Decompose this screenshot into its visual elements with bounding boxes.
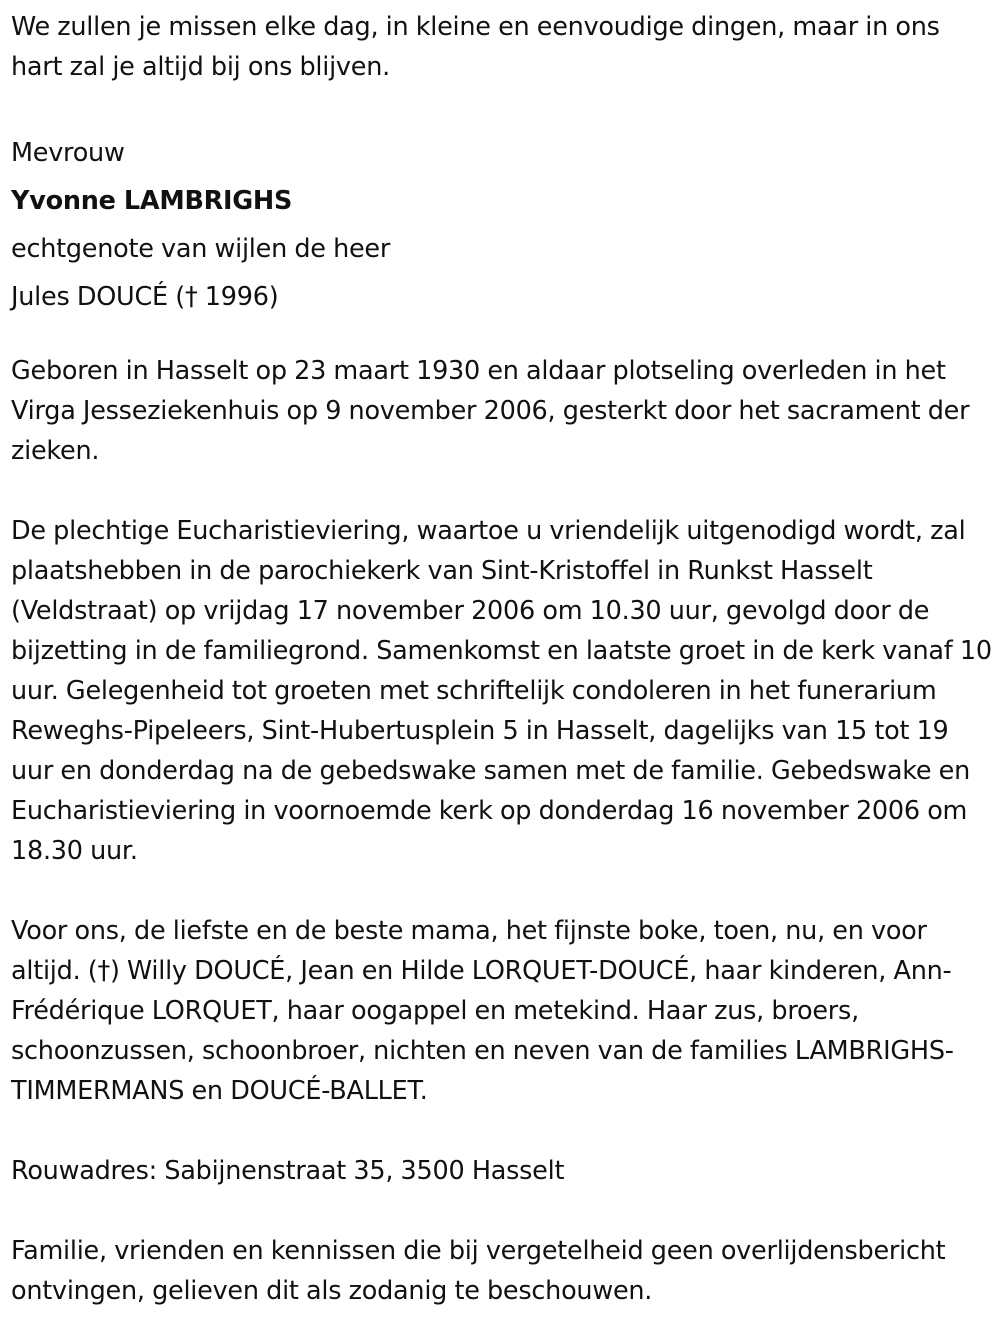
spacer xyxy=(11,1111,996,1151)
spacer xyxy=(11,87,996,129)
deceased-name: Yvonne LAMBRIGHS xyxy=(11,186,293,216)
spacer xyxy=(11,321,996,351)
opening-paragraph: We zullen je missen elke dag, in kleine en eenvoudige dingen, maar in ons hart zal je altijd bij ons blijven. xyxy=(11,12,940,82)
family-paragraph: Voor ons, de liefste en de beste mama, het fijnste boke, toen, nu, en voor altijd. (†) Willy DOUCÉ, Jean en Hilde LORQUET-DOUCÉ, haar kinderen, Ann-Frédérique LORQUET, haar oogappel en metekind. Haar zus, broers, schoonzussen, schoonbroer, nichten en neven van de families LAMBRIGHS-TIMMERMANS en DOUCÉ-BALLET. xyxy=(11,916,954,1106)
closing-paragraph: Familie, vrienden en kennissen die bij vergetelheid geen overlijdensbericht ontvingen, gelieven dit als zodanig te beschouwen. xyxy=(11,1236,946,1306)
obituary-document xyxy=(11,0,996,1311)
ceremony-paragraph: De plechtige Eucharistieviering, waartoe u vriendelijk uitgenodigd wordt, zal plaatshebben in de parochiekerk van Sint-Kristoffel in Runkst Hasselt (Veldstraat) op vrijdag 17 november 2006 om 10.30 uur, gevolgd door de bijzetting in de familiegrond. Samenkomst en laatste groet in de kerk vanaf 10 uur. Gelegenheid tot groeten met schriftelijk condoleren in het funerarium Reweghs-Pipeleers, Sint-Hubertusplein 5 in Hasselt, dagelijks van 15 tot 19 uur en donderdag na de gebedswake samen met de familie. Gebedswake en Eucharistieviering in voornoemde kerk op donderdag 16 november 2006 om 18.30 uur. xyxy=(11,516,992,866)
spacer xyxy=(11,1191,996,1231)
relation-line: echtgenote van wijlen de heer xyxy=(11,234,391,264)
spouse-line: Jules DOUCÉ († 1996) xyxy=(11,282,279,312)
deceased-block xyxy=(11,129,996,321)
address-line: Rouwadres: Sabijnenstraat 35, 3500 Hasselt xyxy=(11,1156,565,1186)
salutation: Mevrouw xyxy=(11,138,125,168)
birth-death-paragraph: Geboren in Hasselt op 23 maart 1930 en aldaar plotseling overleden in het Virga Jesseziekenhuis op 9 november 2006, gesterkt door het sacrament der zieken. xyxy=(11,356,970,466)
spacer xyxy=(11,471,996,511)
spacer xyxy=(11,871,996,911)
